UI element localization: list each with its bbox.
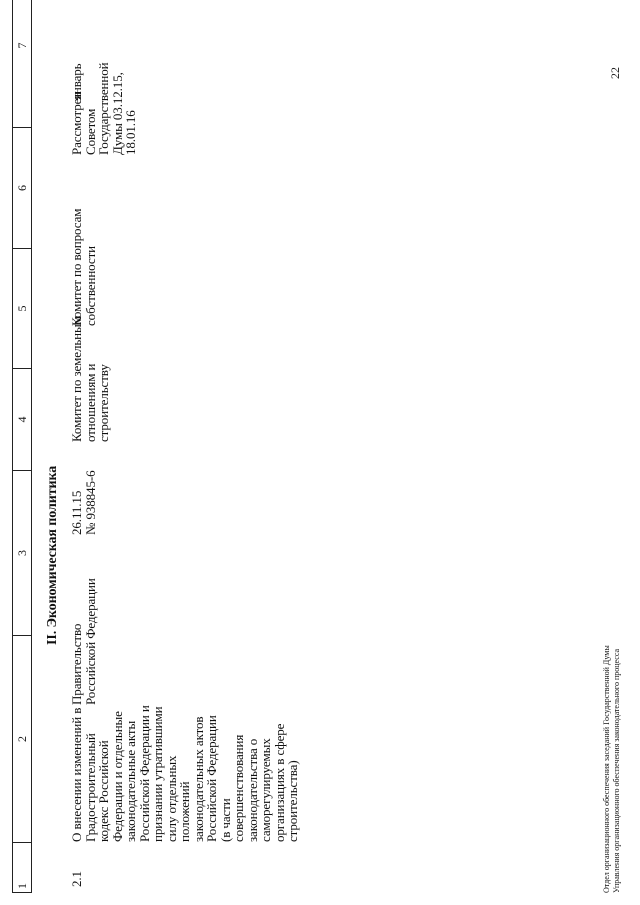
footer-line: Отдел организационного обеспечения заседаний Государственной Думы: [602, 645, 611, 893]
bill-title-line: Градостроительный: [82, 733, 98, 842]
registration-date: [70, 471, 97, 535]
bill-title-line: признании утратившими: [150, 706, 165, 842]
footer: [602, 645, 622, 893]
planned-month: январь: [69, 63, 84, 100]
bill-author-line: Российской Федерации: [82, 578, 98, 705]
col-header-7: 7: [13, 0, 32, 128]
bill-title-line: Российской Федерации и: [136, 705, 152, 842]
co-committee-line: собственности: [82, 245, 98, 326]
responsible-committee: [70, 316, 111, 442]
bill-title: [70, 705, 300, 842]
review-status-line: Рассмотрен: [69, 91, 84, 155]
bill-title-line: законодательства о: [244, 738, 260, 842]
bill-title-line: законодательных актов: [190, 716, 206, 842]
col-header-6: 6: [13, 128, 32, 249]
col-header-1: 1: [13, 843, 32, 893]
review-status-line: Государственной: [96, 62, 111, 155]
co-committee: [70, 209, 97, 326]
bill-title-line: саморегулируемых: [258, 738, 273, 842]
bill-title-line: организациях в сфере: [271, 723, 287, 842]
co-committee-line: Комитет по вопросам: [69, 208, 84, 326]
page-number: 22: [608, 67, 622, 79]
registration-number-line: № 938845-6: [82, 470, 98, 535]
review-status-line: Советом: [82, 108, 98, 155]
section-title: II. Экономическая политика: [45, 465, 60, 645]
col-header-2: 2: [13, 636, 32, 843]
bill-title-line: Федерации и отдельные: [109, 711, 125, 842]
bill-title-line: законодательные акты: [123, 720, 138, 842]
review-status-line: 18.01.16: [123, 110, 138, 155]
bill-title-line: силу отдельных: [163, 755, 179, 842]
responsible-committee-line: строительству: [96, 364, 111, 442]
col-header-4: 4: [13, 369, 32, 471]
responsible-committee-line: Комитет по земельным: [69, 316, 84, 442]
registration-date-line: 26.11.15: [69, 490, 84, 535]
bill-title-line: строительства): [285, 760, 300, 842]
bill-title-line: совершенствования: [231, 734, 246, 842]
col-header-5: 5: [13, 249, 32, 369]
col-header-3: 3: [13, 471, 32, 636]
review-status-line: Думы 03.12.15,: [109, 72, 125, 155]
bill-author-line: Правительство: [69, 623, 84, 705]
responsible-committee-line: отношениям и: [82, 363, 98, 442]
column-header-row: [12, 0, 32, 893]
footer-line: Управления организационного обеспечения законодательного процесса: [612, 648, 621, 893]
bill-title-line: положений: [177, 781, 192, 842]
row-number: 2.1: [69, 871, 84, 887]
bill-title-line: (в части: [217, 798, 233, 842]
bill-title-line: Российской Федерации: [204, 715, 219, 842]
bill-author: [70, 578, 97, 705]
bill-title-line: О внесении изменений в: [69, 707, 84, 842]
bill-title-line: кодекс Российской: [96, 740, 111, 842]
